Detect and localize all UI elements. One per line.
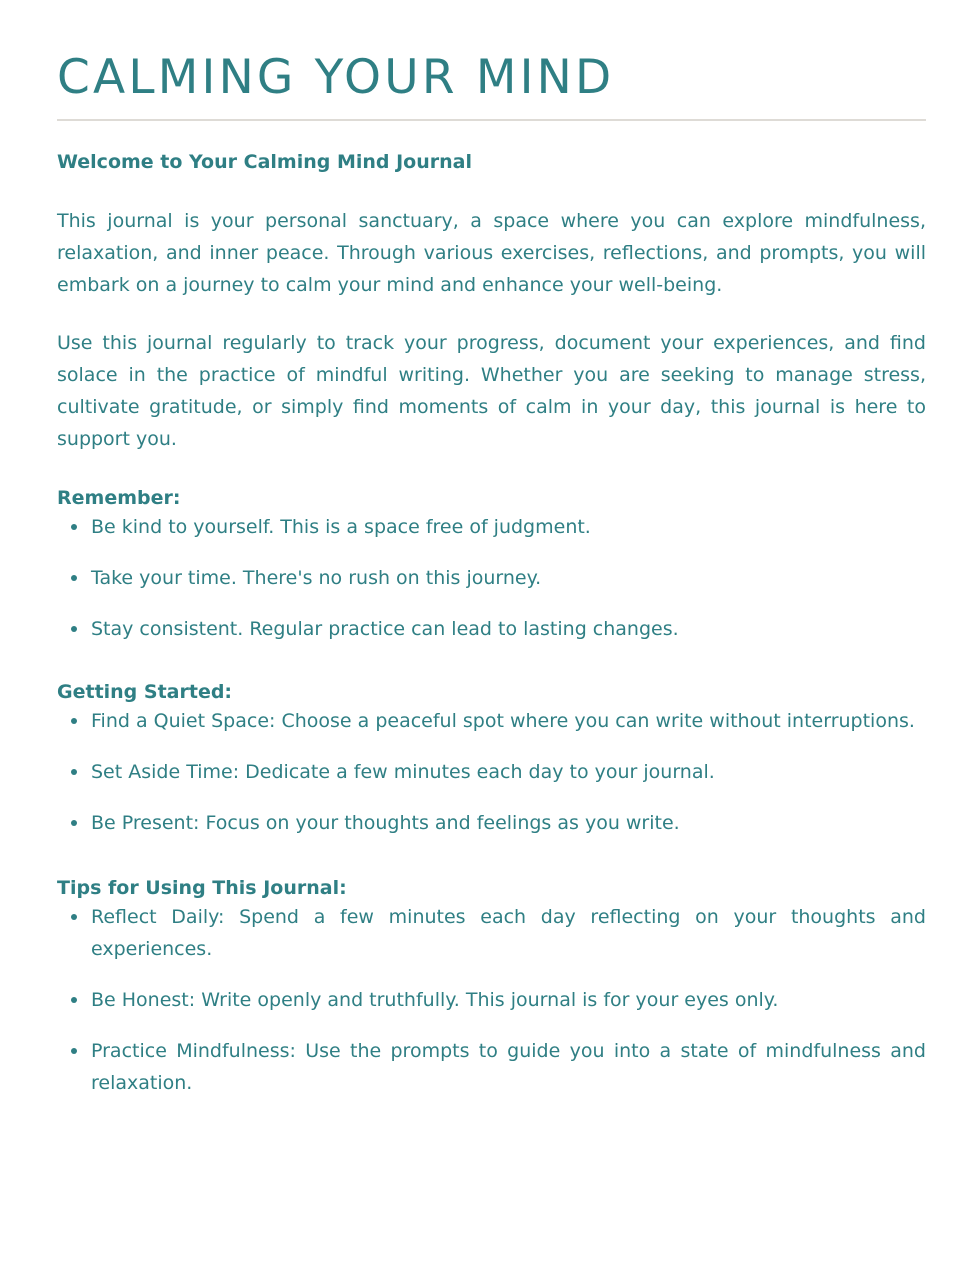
title-divider [57,119,926,121]
list-item-text: Be kind to yourself. This is a space free of judgment. [91,516,591,538]
getting-started-list [57,705,926,839]
intro-paragraph: This journal is your personal sanctuary, a space where you can explore mindfulness, relaxation, and inner peace. Through various exercises, reflections, and prompts, you will embark on a journey to calm your mind and enhance your well-being. [57,210,926,296]
bullet-icon [71,769,77,775]
bullet-icon [71,524,77,530]
page-title: CALMING YOUR MIND [57,50,615,105]
list-item-text: Set Aside Time: Dedicate a few minutes each day to your journal. [91,761,715,783]
bullet-icon [71,575,77,581]
bullet-icon [71,820,77,826]
list-item [57,1035,926,1099]
bullet-icon [71,914,77,920]
list-item [57,807,926,839]
list-item [57,613,926,645]
list-item [57,756,926,788]
list-item-text: Be Present: Focus on your thoughts and feelings as you write. [91,812,680,834]
remember-heading: Remember: [57,487,181,509]
list-item-text: Reflect Daily: Spend a few minutes each day reflecting on your thoughts and experiences. [91,906,926,960]
bullet-icon [71,626,77,632]
list-item-text: Practice Mindfulness: Use the prompts to guide you into a state of mindfulness and relaxation. [91,1040,926,1094]
list-item [57,901,926,965]
getting-started-heading: Getting Started: [57,681,233,703]
tips-heading: Tips for Using This Journal: [57,877,347,899]
list-item-text: Stay consistent. Regular practice can lead to lasting changes. [91,618,679,640]
welcome-heading: Welcome to Your Calming Mind Journal [57,151,472,173]
list-item [57,705,926,737]
remember-list [57,511,926,645]
list-item-text: Take your time. There's no rush on this journey. [91,567,542,589]
bullet-icon [71,718,77,724]
bullet-icon [71,1048,77,1054]
bullet-icon [71,997,77,1003]
tips-list [57,901,926,1099]
usage-paragraph: Use this journal regularly to track your progress, document your experiences, and find solace in the practice of mindful writing. Whether you are seeking to manage stress, cultivate gratitude, or simply find moments of calm in your day, this journal is here to support you. [57,332,926,450]
list-item [57,984,926,1016]
list-item [57,511,926,543]
list-item-text: Find a Quiet Space: Choose a peaceful spot where you can write without interruptions. [91,710,915,732]
list-item [57,562,926,594]
list-item-text: Be Honest: Write openly and truthfully. This journal is for your eyes only. [91,989,779,1011]
